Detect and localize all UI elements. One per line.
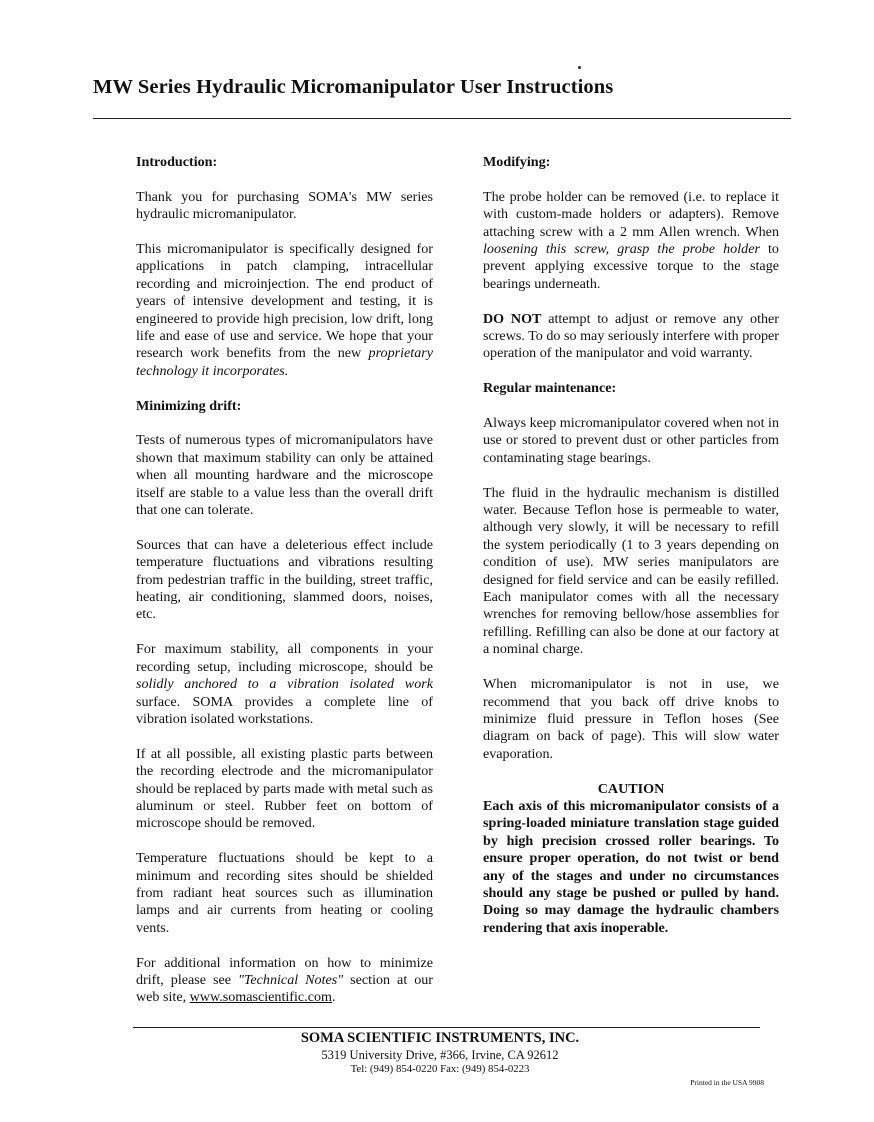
footer-divider bbox=[133, 1027, 760, 1028]
drift-paragraph-4: If at all possible, all existing plastic parts between the recording electrode and the micromanipulator should be replaced by parts made with metal such as aluminum or steel. Rubber feet on bottom of microscope should be removed. bbox=[136, 745, 433, 832]
modify-paragraph-1 bbox=[483, 189, 779, 293]
intro-paragraph-2 bbox=[136, 241, 433, 380]
minimizing-drift-heading: Minimizing drift: bbox=[136, 397, 242, 414]
footer-address: 5319 University Drive, #366, Irvine, CA 92612 bbox=[321, 1048, 559, 1062]
drift-p6-period: . bbox=[331, 989, 336, 1006]
page-title: MW Series Hydraulic Micromanipulator User Instructions bbox=[93, 76, 614, 98]
maintenance-paragraph-3: When micromanipulator is not in use, we recommend that you back off drive knobs to minimize fluid pressure in Teflon hoses (See diagram on back of page). This will slow water evaporation. bbox=[483, 676, 779, 762]
title-divider bbox=[93, 118, 791, 119]
drift-p6-text-b: section at our web site, bbox=[136, 971, 434, 1006]
scan-speck bbox=[578, 66, 581, 69]
technical-notes-reference: "Technical Notes" bbox=[237, 971, 344, 988]
modifying-heading: Modifying: bbox=[483, 154, 551, 170]
drift-paragraph-6 bbox=[136, 955, 433, 1007]
modify-p1-italic: loosening this screw, grasp the probe holder bbox=[483, 241, 760, 258]
modify-p1-text-b: to prevent applying excessive torque to the stage bearings underneath. bbox=[483, 241, 779, 292]
intro-p2-italic: proprietary technology it incorporates. bbox=[136, 345, 433, 379]
drift-paragraph-2: Sources that can have a deleterious effect include temperature fluctuations and vibrations resulting from pedestrian traffic in the building, street traffic, heating, air conditioning, slammed doors, noises, etc. bbox=[136, 536, 433, 623]
printed-note: Printed in the USA 9908 bbox=[690, 1078, 764, 1087]
left-column bbox=[136, 154, 433, 1024]
modify-paragraph-2 bbox=[483, 311, 779, 363]
do-not-warning: DO NOT bbox=[483, 310, 542, 327]
introduction-heading: Introduction: bbox=[136, 154, 218, 170]
drift-paragraph-3 bbox=[136, 641, 433, 728]
drift-paragraph-1: Tests of numerous types of micromanipulators have shown that maximum stability can only be attained when all mounting hardware and the microscope itself are stable to a value less than the overall drift that one can tolerate. bbox=[136, 432, 433, 519]
drift-p3-text-b: surface. SOMA provides a complete line of vibration isolated workstations. bbox=[136, 693, 433, 727]
drift-p3-italic: solidly anchored to a vibration isolated work bbox=[136, 676, 433, 693]
caution-title: CAUTION bbox=[597, 780, 665, 797]
footer-company-name: SOMA SCIENTIFIC INSTRUMENTS, INC. bbox=[300, 1030, 580, 1046]
drift-p6-text-a: For additional information on how to minimize drift, please see bbox=[136, 954, 433, 988]
drift-paragraph-5: Temperature fluctuations should be kept to a minimum and recording sites should be shielded from radiant heat sources such as illumination lamps and air currents from heating or cooling vents. bbox=[136, 850, 433, 936]
website-link[interactable]: www.somascientific.com bbox=[189, 989, 332, 1006]
maintenance-paragraph-1: Always keep micromanipulator covered when not in use or stored to prevent dust or other particles from contaminating stage bearings. bbox=[483, 415, 779, 466]
regular-maintenance-heading: Regular maintenance: bbox=[483, 380, 617, 397]
intro-paragraph-1: Thank you for purchasing SOMA's MW series hydraulic micromanipulator. bbox=[136, 188, 433, 223]
drift-p3-text-a: For maximum stability, all components in your recording setup, including microscope, should be bbox=[136, 641, 433, 675]
modify-p2-text: attempt to adjust or remove any other screws. To do so may seriously interfere with proper operation of the manipulator and void warranty. bbox=[483, 310, 779, 362]
intro-p2-text: This micromanipulator is specifically designed for applications in patch clamping, intracellular recording and microinjection. The end product of years of intensive development and testing, it is engineered to provide high precision, low drift, long life and ease of use and service. We hope that your research work benefits from the new bbox=[136, 241, 433, 362]
footer-phone-fax: Tel: (949) 854-0220 Fax: (949) 854-0223 bbox=[350, 1063, 530, 1075]
caution-body: Each axis of this micromanipulator consists of a spring-loaded miniature translation stage guided by high precision crossed roller bearings. To ensure proper operation, do not twist or bend any of the stages and under no circumstances should any stage be pushed or pulled by hand. Doing so may damage the hydraulic chambers rendering that axis inoperable. bbox=[483, 797, 779, 936]
modify-p1-text-a: The probe holder can be removed (i.e. to replace it with custom-made holders or adapters). Remove attaching screw with a 2 mm Allen wrench. When bbox=[483, 188, 779, 240]
right-column bbox=[483, 154, 779, 937]
maintenance-paragraph-2: The fluid in the hydraulic mechanism is distilled water. Because Teflon hose is permeable to water, although very slowly, it will be necessary to refill the system periodically (1 to 3 years depending on condition of use). MW series manipulators are designed for field service and can be easily refilled. Each manipulator comes with all the necessary wrenches for removing bellow/hose assemblies for refilling. Refilling can also be done at our factory at a nominal charge. bbox=[483, 484, 779, 658]
